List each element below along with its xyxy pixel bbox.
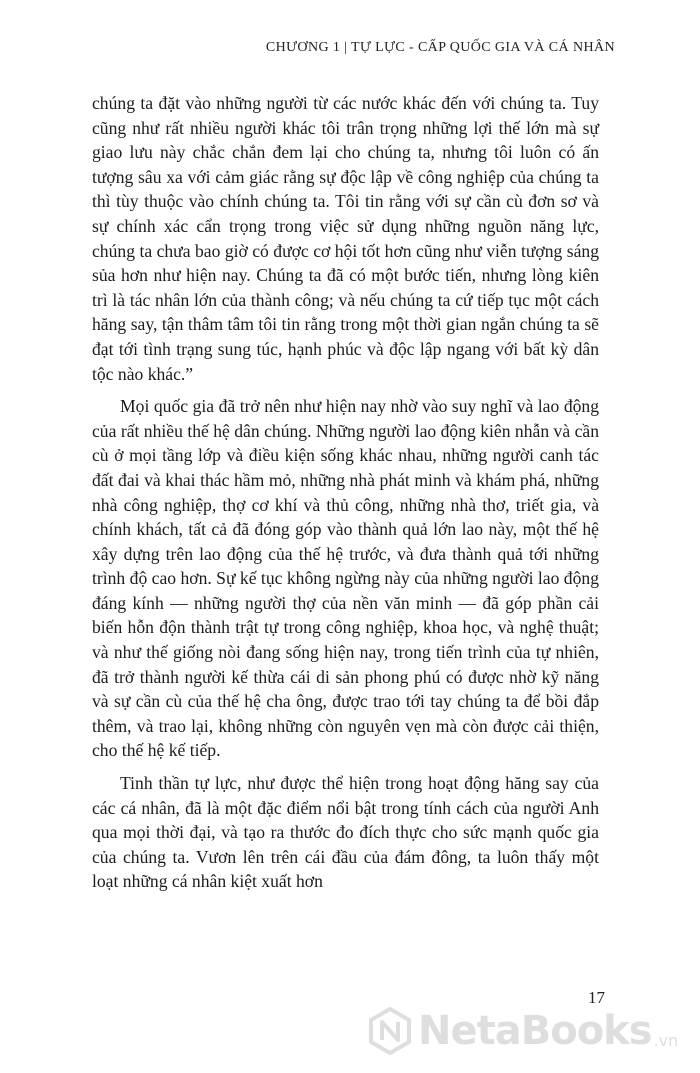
page-body-text: [92, 91, 599, 902]
watermark-suffix: .vn: [653, 1030, 679, 1050]
paragraph-continued: chúng ta đặt vào những người từ các nước khác đến với chúng ta. Tuy cũng như rất nhiều người khác tôi trân trọng những lợi thế lớn mà sự giao lưu này chắc chắn đem lại cho chúng ta, nhưng tôi luôn có ấn tượng sâu xa với cảm giác rằng sự độc lập về công nghiệp của chúng ta thì tùy thuộc vào chính chúng ta. Tôi tin rằng với sự cần cù đơn sơ và sự chính xác cẩn trọng trong việc sử dụng những nguồn năng lực, chúng ta chưa bao giờ có được cơ hội tốt hơn cũng như viễn tượng sáng sủa hơn như hiện nay. Chúng ta đã có một bước tiến, nhưng lòng kiên trì là tác nhân lớn của thành công; và nếu chúng ta cứ tiếp tục một cách hăng say, tận thâm tâm tôi tin rằng trong một thời gian ngắn chúng ta sẽ đạt tới tình trạng sung túc, hạnh phúc và độc lập ngang với bất kỳ dân tộc nào khác.”: [92, 93, 599, 384]
paragraph: Mọi quốc gia đã trở nên như hiện nay nhờ vào suy nghĩ và lao động của rất nhiều thế hệ dân chúng. Những người lao động kiên nhẫn và cần cù ở mọi tầng lớp và điều kiện sống khác nhau, những người canh tác đất đai và khai thác hầm mỏ, những nhà phát minh và khám phá, những nhà công nghiệp, thợ cơ khí và thủ công, những nhà thơ, triết gia, và chính khách, tất cả đã đóng góp vào thành quả lớn lao này, một thế hệ xây dựng trên lao động của thế hệ trước, và đưa thành quả tới những trình độ cao hơn. Sự kế tục không ngừng này của những người lao động đáng kính — những người thợ của nền văn minh — đã góp phần cải biến hỗn độn thành trật tự trong công nghiệp, khoa học, và nghệ thuật; và như thế giống nòi đang sống hiện nay, trong tiến trình của tự nhiên, đã trở thành người kế thừa cái di sản phong phú có được nhờ kỹ năng và sự cần cù của thế hệ cha ông, được trao tới tay chúng ta để bồi đắp thêm, và trao lại, không những còn nguyên vẹn mà còn được cải thiện, cho thế hệ kế tiếp.: [92, 396, 599, 761]
watermark-brand: NetaBooks: [418, 1008, 652, 1054]
netabooks-logo-icon: [368, 1007, 412, 1055]
watermark: [368, 1005, 678, 1057]
paragraph: Tinh thần tự lực, như được thể hiện trong hoạt động hăng say của các cá nhân, đã là một đặc điểm nổi bật trong tính cách của người Anh qua mọi thời đại, và tạo ra thước đo đích thực cho sức mạnh quốc gia của chúng ta. Vươn lên trên cái đầu của đám đông, ta luôn thấy một loạt những cá nhân kiệt xuất hơn: [92, 773, 599, 892]
page-number: 17: [588, 988, 605, 1007]
running-header: CHƯƠNG 1 | TỰ LỰC - CẤP QUỐC GIA VÀ CÁ NHÂN: [265, 40, 615, 55]
